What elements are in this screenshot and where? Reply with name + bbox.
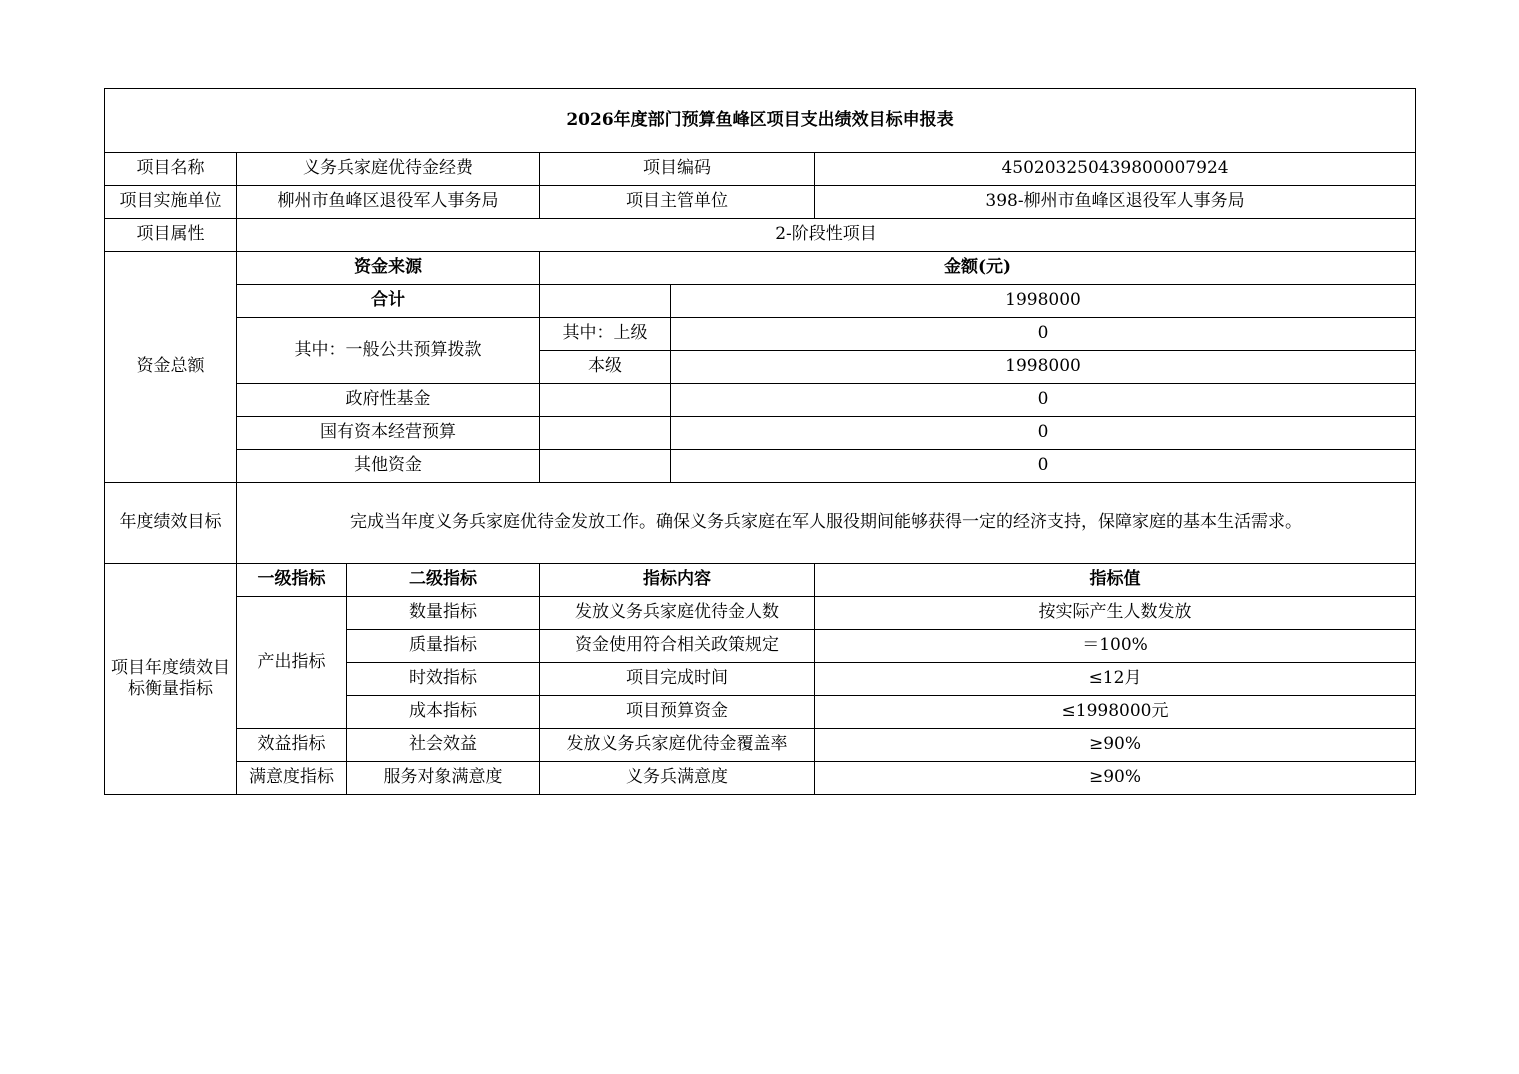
fund-gov-label: 政府性基金 [237,384,540,417]
indicator-value: ≥90% [815,762,1416,795]
empty-cell [540,417,671,450]
fund-general-label: 其中：一般公共预算拨款 [237,318,540,384]
indicator-level2: 成本指标 [347,696,540,729]
project-code-label: 项目编码 [540,153,815,186]
fund-total-value: 1998000 [671,285,1416,318]
impl-unit-label: 项目实施单位 [105,186,237,219]
fund-source-header: 资金来源 [237,252,540,285]
indicator-level2: 社会效益 [347,729,540,762]
project-name-value: 义务兵家庭优待金经费 [237,153,540,186]
indicator-content: 义务兵满意度 [540,762,815,795]
indicator-level2: 质量指标 [347,630,540,663]
fund-local-value: 1998000 [671,351,1416,384]
fund-state-capital-value: 0 [671,417,1416,450]
benefit-indicator-label: 效益指标 [237,729,347,762]
indicator-value: 按实际产生人数发放 [815,597,1416,630]
indicator-section-label [105,564,237,795]
project-attr-label: 项目属性 [105,219,237,252]
indicator-section-text: 项目年度绩效目标衡量指标 [111,657,230,699]
empty-cell [540,285,671,318]
indicator-content: 项目完成时间 [540,663,815,696]
empty-cell [540,450,671,483]
indicator-level2: 服务对象满意度 [347,762,540,795]
funds-section-label: 资金总额 [105,252,237,483]
header-value: 指标值 [815,564,1416,597]
fund-state-capital-label: 国有资本经营预算 [237,417,540,450]
indicator-value: ≥90% [815,729,1416,762]
admin-unit-label: 项目主管单位 [540,186,815,219]
indicator-content: 项目预算资金 [540,696,815,729]
fund-gov-value: 0 [671,384,1416,417]
header-level1: 一级指标 [237,564,347,597]
indicator-value: ≤1998000元 [815,696,1416,729]
annual-goal-text: 完成当年度义务兵家庭优待金发放工作。确保义务兵家庭在军人服役期间能够获得一定的经济支持，保障家庭的基本生活需求。 [237,483,1416,564]
impl-unit-value: 柳州市鱼峰区退役军人事务局 [237,186,540,219]
indicator-value: ≤12月 [815,663,1416,696]
fund-other-value: 0 [671,450,1416,483]
performance-target-table [104,88,1416,795]
indicator-content: 资金使用符合相关政策规定 [540,630,815,663]
fund-local-label: 本级 [540,351,671,384]
project-attr-value: 2-阶段性项目 [237,219,1416,252]
page-title: 2026年度部门预算鱼峰区项目支出绩效目标申报表 [105,89,1416,153]
indicator-level2: 数量指标 [347,597,540,630]
header-content: 指标内容 [540,564,815,597]
fund-amount-header: 金额(元) [540,252,1416,285]
indicator-level2: 时效指标 [347,663,540,696]
indicator-content: 发放义务兵家庭优待金覆盖率 [540,729,815,762]
annual-goal-label: 年度绩效目标 [105,483,237,564]
admin-unit-value: 398-柳州市鱼峰区退役军人事务局 [815,186,1416,219]
fund-upper-value: 0 [671,318,1416,351]
empty-cell [540,384,671,417]
indicator-value: ＝100% [815,630,1416,663]
project-name-label: 项目名称 [105,153,237,186]
fund-total-label: 合计 [237,285,540,318]
fund-upper-label: 其中：上级 [540,318,671,351]
header-level2: 二级指标 [347,564,540,597]
fund-other-label: 其他资金 [237,450,540,483]
indicator-content: 发放义务兵家庭优待金人数 [540,597,815,630]
satisfaction-indicator-label: 满意度指标 [237,762,347,795]
project-code-value: 45020325043980000792​4 [815,153,1416,186]
output-indicator-label: 产出指标 [237,597,347,729]
